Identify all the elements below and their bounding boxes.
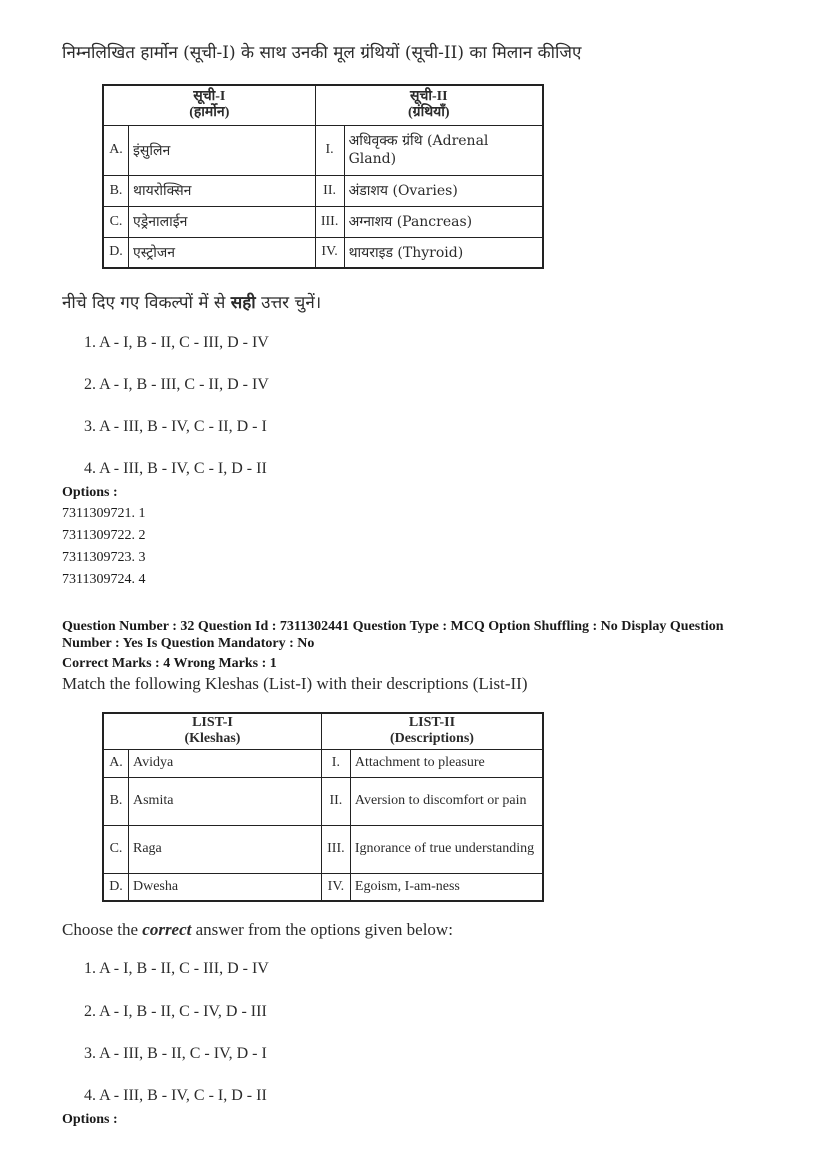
table-row: C. एड्रेनालाईन III. अग्नाशय (Pancreas) (103, 206, 543, 237)
q31-choice-3: 3. A - III, B - IV, C - II, D - I (84, 418, 267, 435)
q31-choice-1: 1. A - I, B - II, C - III, D - IV (84, 334, 269, 351)
q31-choice-2: 2. A - I, B - III, C - II, D - IV (84, 376, 269, 393)
q32-prompt: Match the following Kleshas (List-I) with their descriptions (List-II) (62, 674, 528, 693)
table-row: A. Avidya I. Attachment to pleasure (103, 749, 543, 777)
q32-marks: Correct Marks : 4 Wrong Marks : 1 (62, 656, 277, 671)
q31-option-id-1: 7311309721. 1 (62, 506, 146, 521)
q31-prompt: निम्नलिखित हार्मोन (सूची-I) के साथ उनकी मूल ग्रंथियों (सूची-II) का मिलान कीजिए (62, 43, 582, 63)
table-row: A. इंसुलिन I. अधिवृक्क ग्रंथि (Adrenal Gland) (103, 125, 543, 175)
q32-instruction: Choose the correct answer from the options given below: (62, 920, 453, 939)
q32-meta-line-2: Number : Yes Is Question Mandatory : No (62, 636, 315, 651)
q32-choice-1: 1. A - I, B - II, C - III, D - IV (84, 960, 269, 977)
table-row: D. Dwesha IV. Egoism, I-am-ness (103, 873, 543, 901)
q32-choice-2: 2. A - I, B - II, C - IV, D - III (84, 1003, 267, 1020)
table-row: D. एस्ट्रोजन IV. थायराइड (Thyroid) (103, 237, 543, 268)
table-row: C. Raga III. Ignorance of true understanding (103, 825, 543, 873)
q31-option-id-2: 7311309722. 2 (62, 528, 146, 543)
q31-list2-header: सूची-II (ग्रंथियाँ) (315, 85, 543, 125)
q32-match-table (102, 712, 544, 902)
q31-match-table (102, 84, 544, 269)
q32-list1-header: LIST-I (Kleshas) (103, 713, 321, 749)
q32-choice-4: 4. A - III, B - IV, C - I, D - II (84, 1087, 267, 1104)
q31-options-label: Options : (62, 485, 118, 500)
q31-option-id-3: 7311309723. 3 (62, 550, 146, 565)
table-row: B. Asmita II. Aversion to discomfort or pain (103, 777, 543, 825)
q31-choice-4: 4. A - III, B - IV, C - I, D - II (84, 460, 267, 477)
q31-list1-header: सूची-I (हार्मोन) (103, 85, 315, 125)
q32-options-label: Options : (62, 1112, 118, 1127)
q32-choice-3: 3. A - III, B - II, C - IV, D - I (84, 1045, 267, 1062)
q32-meta-line-1: Question Number : 32 Question Id : 7311302441 Question Type : MCQ Option Shuffling : No Display Question (62, 619, 724, 634)
q32-list2-header: LIST-II (Descriptions) (321, 713, 543, 749)
q31-instruction: नीचे दिए गए विकल्पों में से सही उत्तर चुनें। (62, 293, 322, 313)
table-row: B. थायरोक्सिन II. अंडाशय (Ovaries) (103, 175, 543, 206)
q31-option-id-4: 7311309724. 4 (62, 572, 146, 587)
